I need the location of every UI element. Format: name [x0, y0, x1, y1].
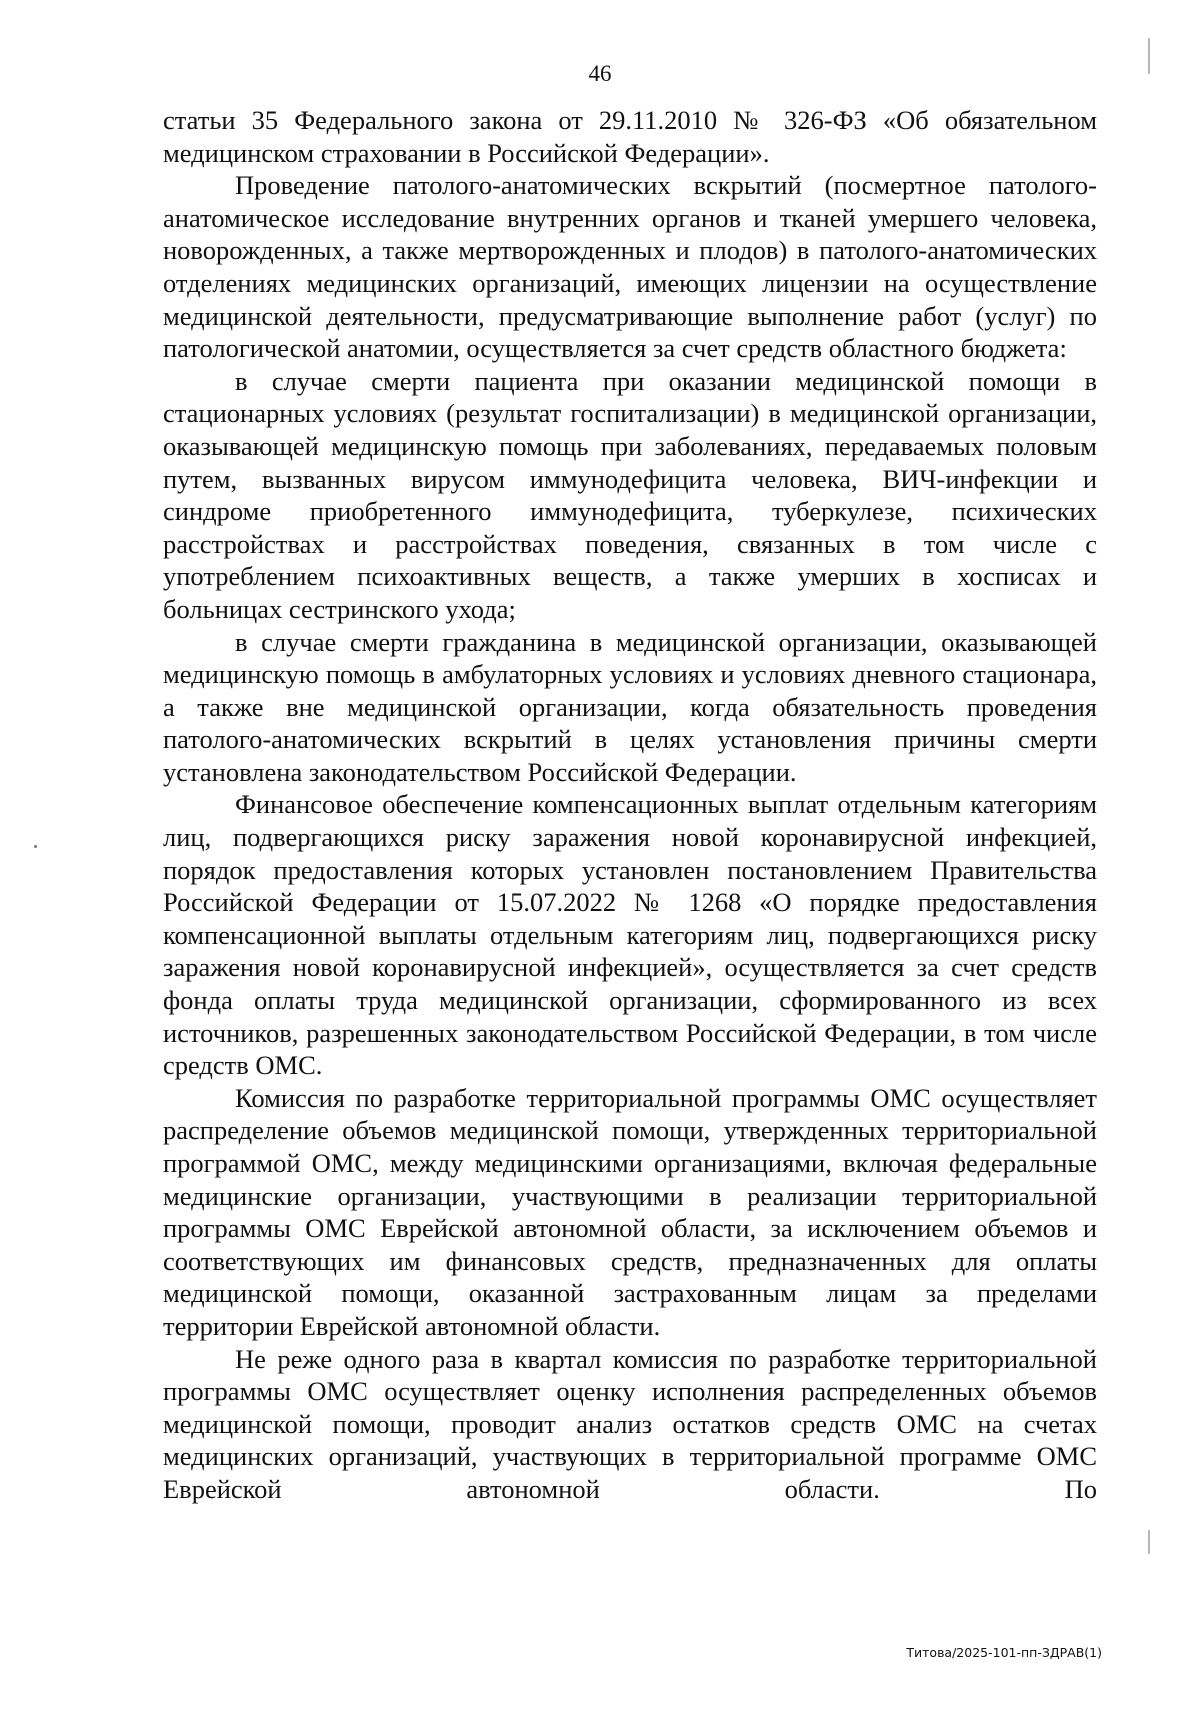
paragraph-outpatient-death: в случае смерти гражданина в медицинской организации, оказывающей медицинскую помощь в амбулаторных условиях и условиях дневного стационара, а также вне медицинской организации, когда обязательность проведения патолого-анатомических вскрытий в целях установления причины смерти установлена законодательством Российской Федерации. — [163, 626, 1097, 787]
paragraph-compensation-payments: Финансовое обеспечение компенсационных выплат отдельным категориям лиц, подвергающихся риску заражения новой коронавирусной инфекцией, порядок предоставления которых установлен постановлением Правительства Российской Федерации от 15.07.2022 № 1268 «О порядке предоставления компенсационной выплаты отдельным категориям лиц, подвергающихся риску заражения новой коронавирусной инфекцией», осуществляется за счет средств фонда оплаты труда медицинской организации, сформированного из всех источников, разрешенных законодательством Российской Федерации, в том числе средств ОМС. — [163, 789, 1097, 1081]
page-number: 46 — [588, 61, 612, 86]
paragraph-quarterly-review: Не реже одного раза в квартал комиссия по разработке территориальной программы ОМС осуществляет оценку исполнения распределенных объемов медицинской помощи, проводит анализ остатков средств ОМС на счетах медицинских организаций, участвующих в территориальной программе ОМС Еврейской автономной области. По — [163, 1343, 1097, 1504]
paragraph-autopsy-funding: Проведение патолого-анатомических вскрытий (посмертное патолого-анатомическое исследование внутренних органов и тканей умершего человека, новорожденных, а также мертворожденных и плодов) в патолого-анатомических отделениях медицинских организаций, имеющих лицензии на осуществление медицинской деятельности, предусматривающие выполнение работ (услуг) по патологической анатомии, осуществляется за счет средств областного бюджета: — [163, 170, 1097, 364]
scan-speck — [34, 845, 37, 848]
scan-edge-mark — [1148, 1530, 1150, 1554]
document-body — [163, 104, 1097, 1506]
paragraph-law-reference: статьи 35 Федерального закона от 29.11.2010 № 326-ФЗ «Об обязательном медицинском страховании в Российской Федерации». — [163, 105, 1097, 168]
document-footer-code: Титова/2025-101-пп-ЗДРАВ(1) — [906, 1645, 1102, 1660]
paragraph-inpatient-death: в случае смерти пациента при оказании медицинской помощи в стационарных условиях (результат госпитализации) в медицинской организации, оказывающей медицинскую помощь при заболеваниях, передаваемых половым путем, вызванных вирусом иммунодефицита человека, ВИЧ-инфекции и синдроме приобретенного иммунодефицита, туберкулезе, психических расстройствах и расстройствах поведения, связанных в том числе с употреблением психоактивных веществ, а также умерших в хосписах и больницах сестринского ухода; — [163, 365, 1097, 624]
paragraph-commission-distribution: Комиссия по разработке территориальной программы ОМС осуществляет распределение объемов медицинской помощи, утвержденных территориальной программой ОМС, между медицинскими организациями, включая федеральные медицинские организации, участвующими в реализации территориальной программы ОМС Еврейской автономной области, за исключением объемов и соответствующих им финансовых средств, предназначенных для оплаты медицинской помощи, оказанной застрахованным лицам за пределами территории Еврейской автономной области. — [163, 1082, 1097, 1341]
